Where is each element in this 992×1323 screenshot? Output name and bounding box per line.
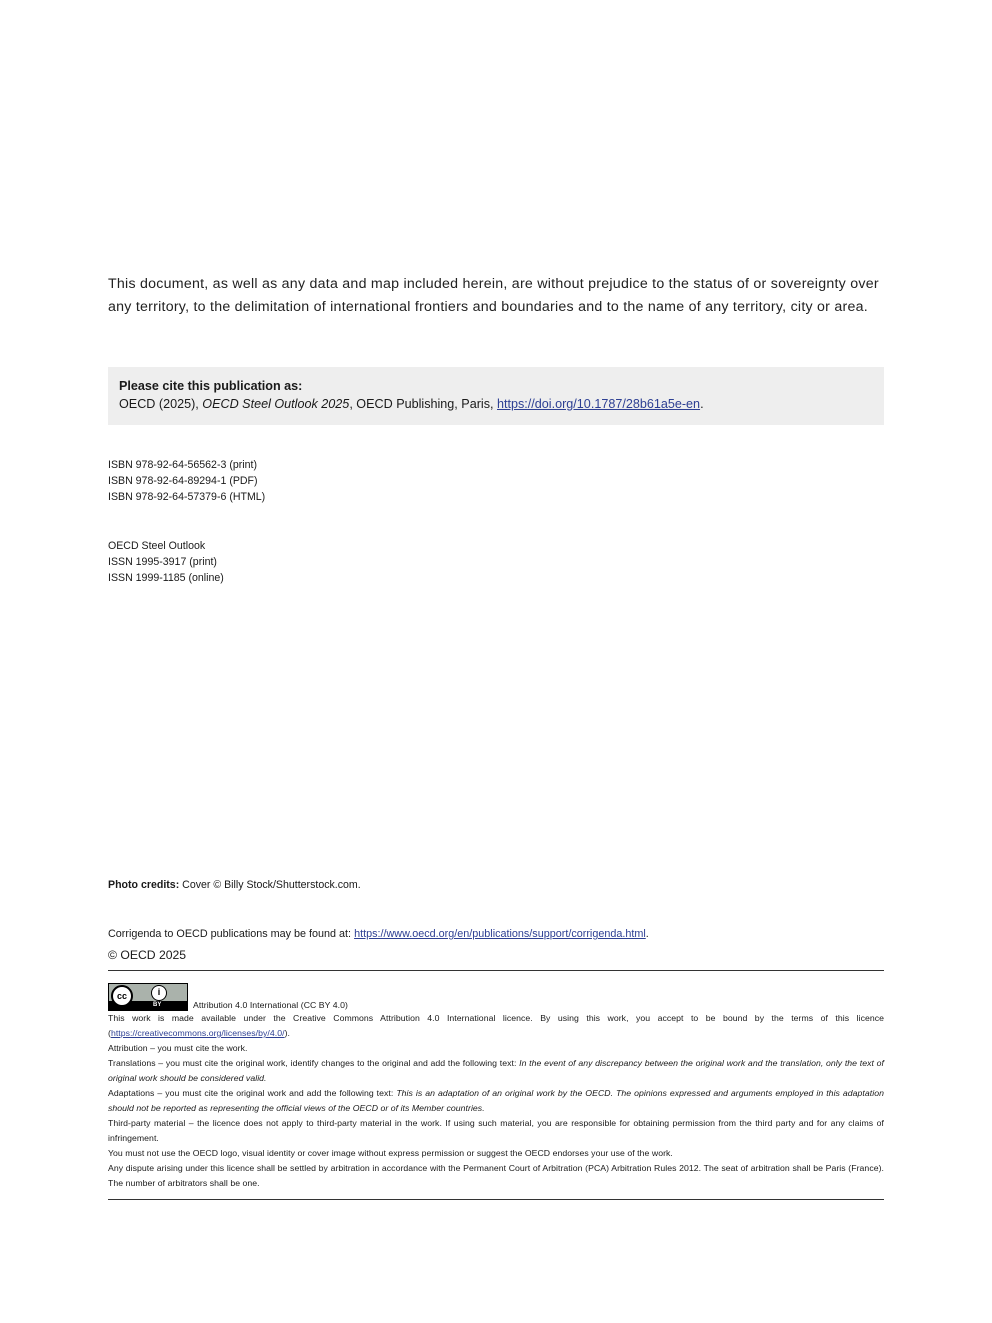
photo-credits-label: Photo credits: <box>108 879 180 891</box>
by-label: BY <box>153 1002 162 1008</box>
isbn-html: ISBN 978-92-64-57379-6 (HTML) <box>108 491 266 503</box>
licence-dispute: Any dispute arising under this licence shall be settled by arbitration in accordance with the Permanent Court of Arbitration (PCA) Arbitration Rules 2012. The seat of arbitration shall be Paris (France). The number of arbitrators shall be one. <box>108 1163 884 1188</box>
cc-row <box>108 981 884 1011</box>
isbn-list <box>108 457 884 505</box>
citation-prefix: OECD (2025), <box>119 397 203 411</box>
cc-by-badge-icon[interactable] <box>108 983 188 1011</box>
licence-translations <box>108 1056 884 1086</box>
disclaimer-text: This document, as well as any data and map included herein, are without prejudice to the status of or sovereignty over any territory, to the delimitation of international frontiers and boundaries and to the name of any territory, city or area. <box>108 276 879 315</box>
citation-box <box>108 367 884 425</box>
corrigenda-end: . <box>645 928 649 940</box>
isbn-print: ISBN 978-92-64-56562-3 (print) <box>108 459 257 471</box>
issn-online: ISSN 1999-1185 (online) <box>108 572 224 584</box>
citation-title: OECD Steel Outlook 2025 <box>202 397 350 411</box>
translations-italic: In the event of any discrepancy between the original work and the translation, only the text of original work should be considered valid. <box>108 1058 884 1083</box>
isbn-pdf: ISBN 978-92-64-89294-1 (PDF) <box>108 475 258 487</box>
adaptations-text: Adaptations – you must cite the original work and add the following text: <box>108 1088 397 1098</box>
series-name: OECD Steel Outlook <box>108 540 206 552</box>
licence-third-party: Third-party material – the licence does not apply to third-party material in the work. If using such material, you are responsible for obtaining permission from the third party and for any claims of infringement. <box>108 1118 884 1143</box>
series-info <box>108 538 884 586</box>
citation-heading: Please cite this publication as: <box>119 379 303 393</box>
photo-credits <box>108 878 884 892</box>
doi-link[interactable]: https://doi.org/10.1787/28b61a5e-en <box>497 397 701 411</box>
citation-text <box>119 395 873 413</box>
corrigenda-link[interactable]: https://www.oecd.org/en/publications/support/corrigenda.html <box>354 928 646 940</box>
corrigenda-notice <box>108 927 884 941</box>
photo-credits-text: Cover © Billy Stock/Shutterstock.com. <box>179 879 361 891</box>
licence-link[interactable]: https://creativecommons.org/licenses/by/4.0/ <box>110 1028 285 1038</box>
citation-suffix: , OECD Publishing, Paris, <box>349 397 497 411</box>
person-icon: i <box>151 985 167 1001</box>
licence-section <box>108 981 884 1191</box>
divider-bottom <box>108 1199 884 1200</box>
cc-icon: cc <box>111 985 133 1007</box>
licence-intro-text: This work is made available under the Creative Commons Attribution 4.0 International licence. By using this work, you accept to be bound by the terms of this licence ( <box>108 1013 884 1038</box>
licence-intro-end: ). <box>284 1028 290 1038</box>
adaptations-italic: This is an adaptation of an original work by the OECD. The opinions expressed and arguments employed in this adaptation should not be reported as representing the official views of the OECD or of its Member countries. <box>108 1088 884 1113</box>
licence-badge-label: Attribution 4.0 International (CC BY 4.0) <box>193 1000 348 1010</box>
citation-end: . <box>700 397 704 411</box>
licence-adaptations <box>108 1086 884 1116</box>
corrigenda-text: Corrigenda to OECD publications may be found at: <box>108 928 355 940</box>
translations-text: Translations – you must cite the original work, identify changes to the original and add the following text: <box>108 1058 520 1068</box>
divider-top <box>108 970 884 971</box>
licence-intro <box>108 1011 884 1041</box>
licence-attribution: Attribution – you must cite the work. <box>108 1043 248 1053</box>
issn-print: ISSN 1995-3917 (print) <box>108 556 217 568</box>
licence-logo-usage: You must not use the OECD logo, visual identity or cover image without express permission or suggest the OECD endorses your use of the work. <box>108 1148 673 1158</box>
copyright: © OECD 2025 <box>108 948 187 962</box>
